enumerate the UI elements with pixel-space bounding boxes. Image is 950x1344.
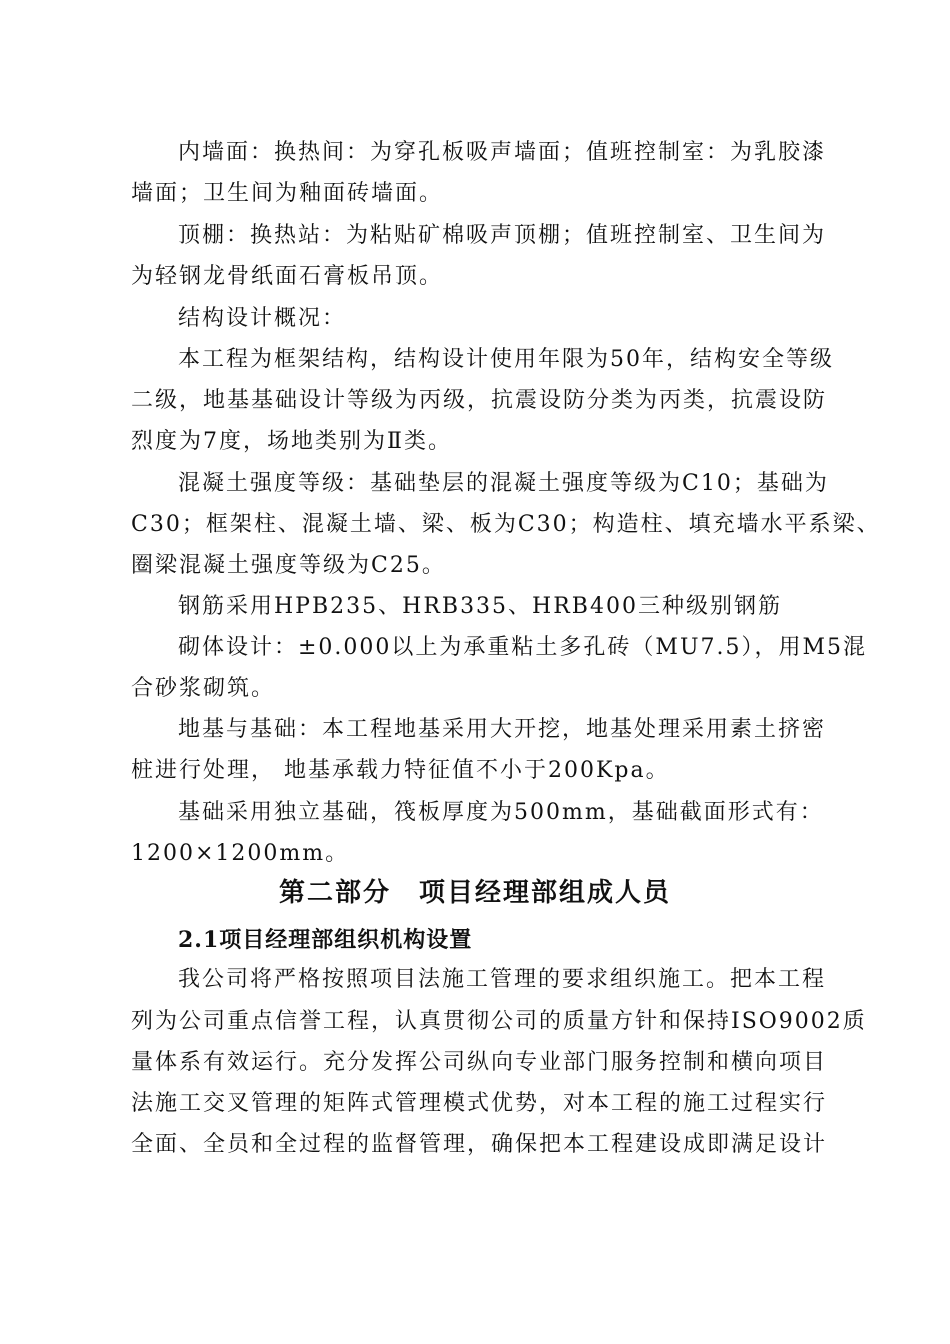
paragraph-line: 砌体设计：±0.000以上为承重粘土多孔砖（MU7.5），用M5混 (178, 635, 867, 660)
section-body-line: 法施工交叉管理的矩阵式管理模式优势，对本工程的施工过程实行 (131, 1091, 828, 1116)
paragraph-line: 基础采用独立基础，筏板厚度为500mm，基础截面形式有： (178, 800, 824, 825)
paragraph-line: 合砂浆砌筑。 (131, 676, 276, 701)
paragraph-line: 本工程为框架结构，结构设计使用年限为50年，结构安全等级 (178, 347, 834, 372)
paragraph-line: 二级，地基基础设计等级为丙级，抗震设防分类为丙类，抗震设防 (131, 388, 828, 413)
paragraph-line: 结构设计概况： (178, 306, 347, 331)
paragraph-line: 墙面；卫生间为釉面砖墙面。 (131, 181, 444, 206)
paragraph-line: 为轻钢龙骨纸面石膏板吊顶。 (131, 264, 444, 289)
section-body-line: 我公司将严格按照项目法施工管理的要求组织施工。把本工程 (178, 967, 827, 992)
section-subheading: 2.1项目经理部组织机构设置 (178, 927, 473, 953)
paragraph-line: 圈梁混凝土强度等级为C25。 (131, 553, 446, 578)
section-body-line: 列为公司重点信誉工程，认真贯彻公司的质量方针和保持ISO9002质 (131, 1009, 867, 1034)
paragraph-line: C30；框架柱、混凝土墙、梁、板为C30；构造柱、填充墙水平系梁、 (131, 512, 881, 537)
paragraph-line: 顶棚：换热站：为粘贴矿棉吸声顶棚；值班控制室、卫生间为 (178, 223, 827, 248)
paragraph-line: 烈度为7度，场地类别为Ⅱ类。 (131, 429, 452, 454)
paragraph-line: 内墙面：换热间：为穿孔板吸声墙面；值班控制室：为乳胶漆 (178, 140, 827, 165)
paragraph-line: 混凝土强度等级：基础垫层的混凝土强度等级为C10；基础为 (178, 471, 829, 496)
paragraph-line: 钢筋采用HPB235、HRB335、HRB400三种级别钢筋 (178, 594, 782, 619)
section-body-line: 量体系有效运行。充分发挥公司纵向专业部门服务控制和横向项目 (131, 1050, 828, 1075)
paragraph-line: 桩进行处理， 地基承载力特征值不小于200Kpa。 (131, 758, 670, 783)
paragraph-line: 1200×1200mm。 (131, 841, 350, 866)
section-body-line: 全面、全员和全过程的监督管理，确保把本工程建设成即满足设计 (131, 1132, 828, 1157)
paragraph-line: 地基与基础：本工程地基采用大开挖，地基处理采用素土挤密 (178, 717, 827, 742)
section-title: 第二部分 项目经理部组成人员 (278, 878, 671, 908)
